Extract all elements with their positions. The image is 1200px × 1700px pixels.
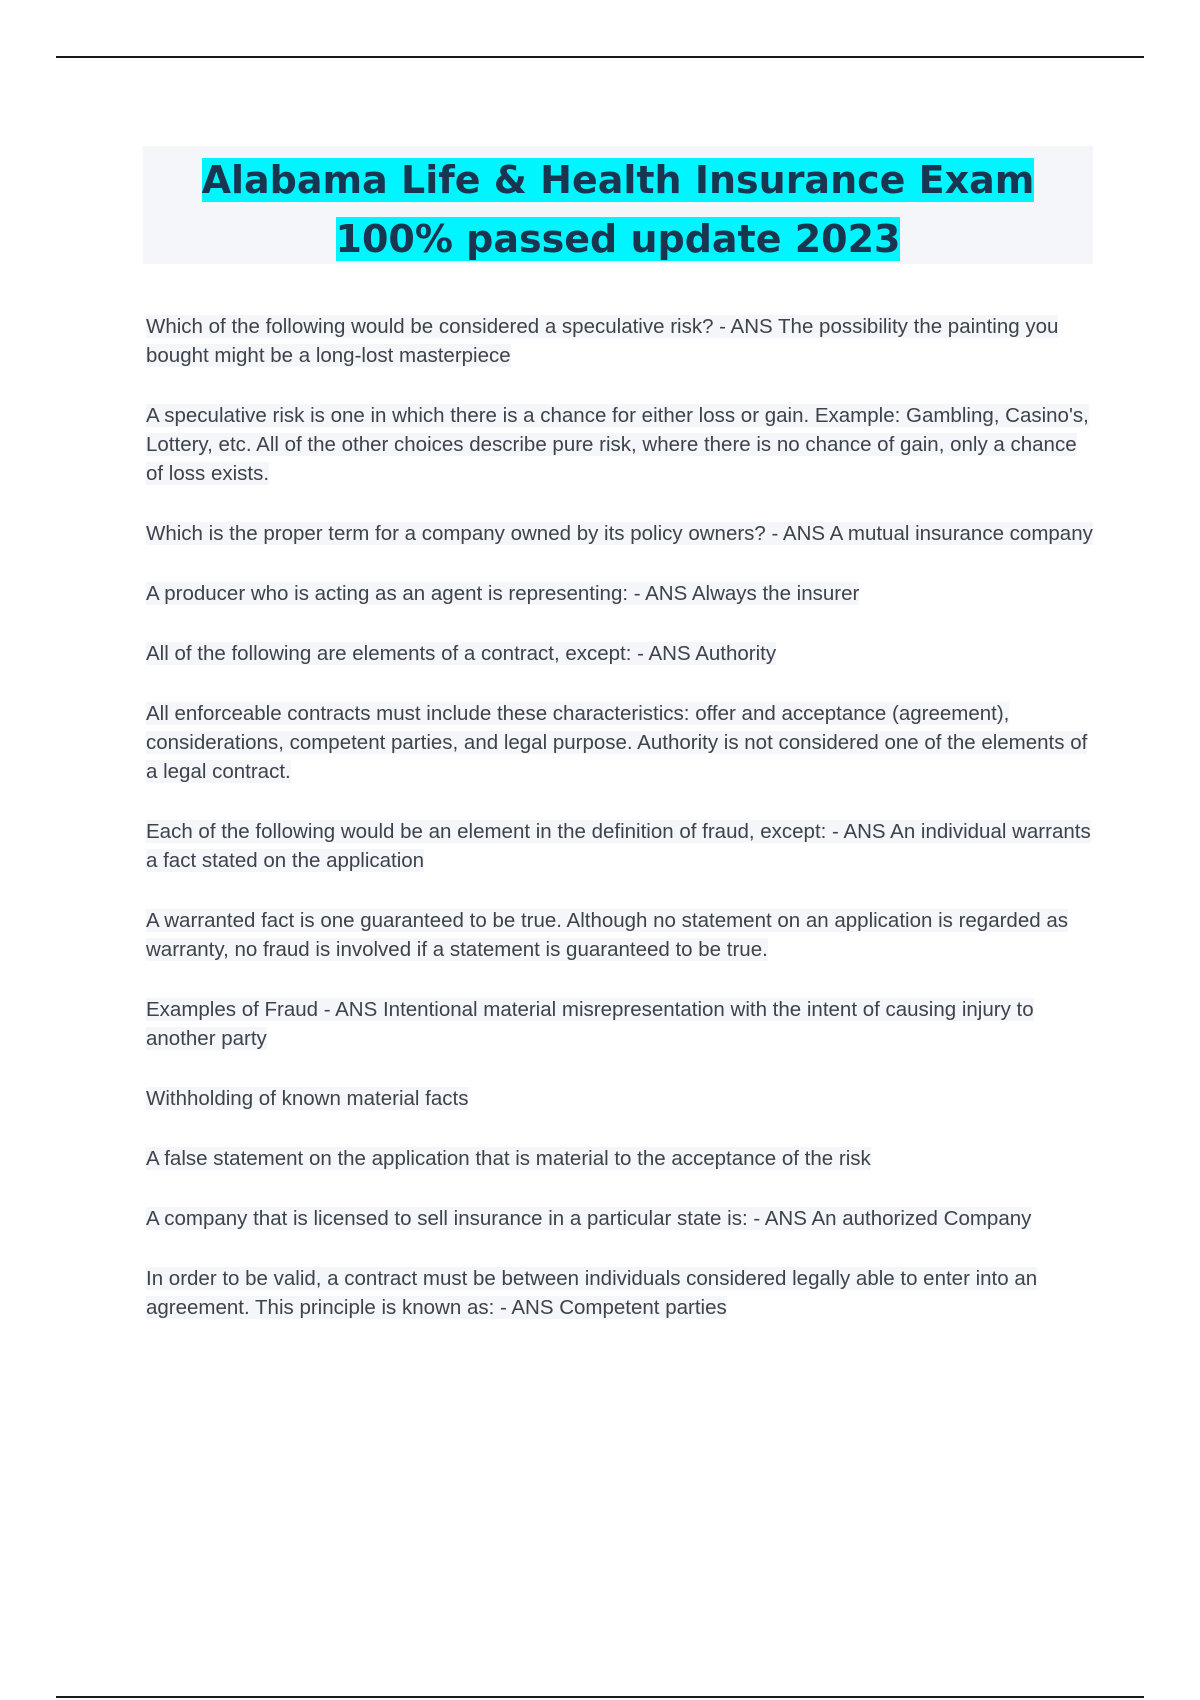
- paragraph-9: Examples of Fraud - ANS Intentional material misrepresentation with the intent of causing injury to another party: [146, 998, 1034, 1050]
- document-title: Alabama Life & Health Insurance Exam 100% passed update 2023: [201, 158, 1035, 261]
- paragraph-5: All of the following are elements of a contract, except: - ANS Authority: [146, 642, 777, 665]
- paragraph-4: A producer who is acting as an agent is representing: - ANS Always the insurer: [146, 582, 860, 605]
- footer-rule: [56, 1696, 1144, 1698]
- document-body: [146, 312, 1096, 1353]
- paragraph-2: A speculative risk is one in which there is a chance for either loss or gain. Example: Gambling, Casino's, Lottery, etc. All of the other choices describe pure risk, where there is no chance of gain, only a chance of loss exists.: [146, 404, 1089, 485]
- paragraph-10: Withholding of known material facts: [146, 1087, 469, 1110]
- paragraph-12: A company that is licensed to sell insurance in a particular state is: - ANS An authorized Company: [146, 1207, 1032, 1230]
- paragraph-1: Which of the following would be considered a speculative risk? - ANS The possibility the painting you bought might be a long-lost masterpiece: [146, 315, 1059, 367]
- paragraph-7: Each of the following would be an element in the definition of fraud, except: - ANS An individual warrants a fact stated on the application: [146, 820, 1091, 872]
- paragraph-6: All enforceable contracts must include these characteristics: offer and acceptance (agreement), considerations, competent parties, and legal purpose. Authority is not considered one of the elements of a legal contract.: [146, 702, 1088, 783]
- paragraph-11: A false statement on the application that is material to the acceptance of the risk: [146, 1147, 871, 1170]
- paragraph-13: In order to be valid, a contract must be between individuals considered legally able to enter into an agreement. This principle is known as: - ANS Competent parties: [146, 1267, 1038, 1319]
- title-box: [143, 146, 1093, 264]
- paragraph-8: A warranted fact is one guaranteed to be true. Although no statement on an application is regarded as warranty, no fraud is involved if a statement is guaranteed to be true.: [146, 909, 1068, 961]
- header-rule: [56, 56, 1144, 58]
- paragraph-3: Which is the proper term for a company owned by its policy owners? - ANS A mutual insurance company: [146, 522, 1093, 545]
